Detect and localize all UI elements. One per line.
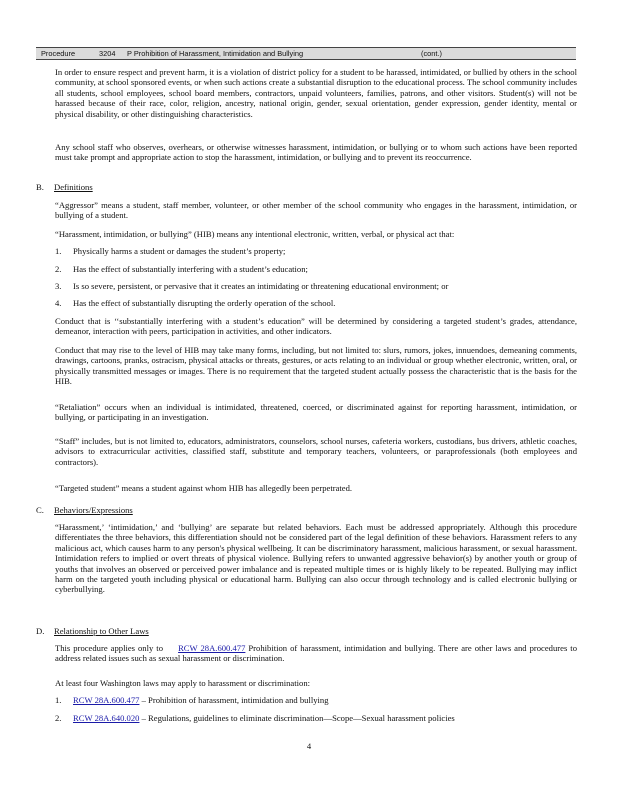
header-procedure-number: 3204	[99, 49, 116, 58]
hib-criteria-item	[55, 264, 577, 274]
section-c-title: Behaviors/Expressions	[54, 505, 133, 515]
hib-criteria-item	[55, 281, 577, 291]
list-text: Has the effect of substantially disrupting the orderly operation of the school.	[73, 298, 336, 308]
aggressor-definition: “Aggressor” means a student, staff member, volunteer, or other member of the school community who engages in the harassment, intimidation, or bullying of a student.	[55, 200, 577, 221]
law-description: – Prohibition of harassment, intimidation and bullying	[139, 695, 329, 705]
section-c-heading	[36, 505, 133, 515]
staff-definition: “Staff” includes, but is not limited to, educators, administrators, counselors, school nurses, cafeteria workers, custodians, bus drivers, athletic coaches, advisors to extracurricular activities, classified staff, substitute and temporary teachers, volunteers, or paraprofessionals (both employees and contractors).	[55, 436, 577, 467]
procedure-header	[36, 47, 576, 60]
applies-paragraph	[55, 643, 577, 664]
section-d-letter: D.	[36, 626, 45, 636]
header-continued: (cont.)	[421, 49, 442, 58]
hib-criteria-item	[55, 298, 577, 308]
intro-paragraph: In order to ensure respect and prevent harm, it is a violation of district policy for a student to be harassed, intimidated, or bullied by others in the school community, at school sponsored events, or when such actions create a substantial disruption to the educational process. The school community includes all students, school employees, school board members, contractors, unpaid volunteers, families, patrons, and other visitors. Student(s) will not be harassed because of their race, color, religion, ancestry, national origin, gender, sexual orientation, gender expression, gender identity, mental or physical disability, or other distinguishing characteristics.	[55, 67, 577, 119]
list-number: 1.	[55, 695, 62, 705]
rcw-600-477-link[interactable]: RCW 28A.600.477	[178, 643, 246, 653]
staff-action-paragraph: Any school staff who observes, overhears, or otherwise witnesses harassment, intimidation, or bullying or to whom such actions have been reported must take prompt and appropriate action to stop the harassment, intimidation, or bullying and to prevent its reoccurrence.	[55, 142, 577, 163]
header-procedure-title: P Prohibition of Harassment, Intimidation and Bullying	[127, 49, 304, 58]
list-number: 2.	[55, 713, 62, 723]
section-c-letter: C.	[36, 505, 44, 515]
list-number: 4.	[55, 298, 62, 308]
list-number: 2.	[55, 264, 62, 274]
applies-prefix: This procedure applies only to	[55, 643, 163, 653]
hib-criteria-item	[55, 246, 577, 256]
retaliation-definition: “Retaliation” occurs when an individual is intimidated, threatened, coerced, or discriminated against for reporting harassment, intimidation, or bullying, or participating in an investigation.	[55, 402, 577, 423]
law-link[interactable]: RCW 28A.640.020	[73, 713, 140, 723]
list-text: Has the effect of substantially interfering with a student’s education;	[73, 264, 308, 274]
list-text: Physically harms a student or damages the student’s property;	[73, 246, 286, 256]
section-d-heading	[36, 626, 149, 636]
section-b-title: Definitions	[54, 182, 93, 192]
page-number: 4	[306, 741, 312, 751]
section-b-heading	[36, 182, 93, 192]
law-description: – Regulations, guidelines to eliminate discrimination—Scope—Sexual harassment policies	[139, 713, 455, 723]
law-item	[55, 713, 577, 723]
section-b-letter: B.	[36, 182, 44, 192]
substantial-interference-paragraph: Conduct that is ‘‘substantially interfering with a student’s education” will be determined by considering a targeted student’s grades, attendance, demeanor, interaction with peers, participation in activities, and other indicators.	[55, 316, 577, 337]
targeted-student-definition: “Targeted student” means a student against whom HIB has allegedly been perpetrated.	[55, 483, 353, 493]
applies-suffix: Prohibition of harassment, intimidation and bullying. There are other laws and procedures to address related issues such as sexual harassment or discrimination.	[55, 643, 577, 664]
section-d-title: Relationship to Other Laws	[54, 626, 149, 636]
behaviors-paragraph: “Harassment,’ ‘intimidation,’ and ‘bullying’ are separate but related behaviors. Each must be addressed appropriately. Although this procedure differentiates the three behaviors, this differentiation should not be considered part of the legal definition of these behaviors. Harassment refers to any malicious act, which causes harm to any person's physical wellbeing. It can be discriminatory harassment, malicious harassment, or sexual harassment. Intimidation refers to implied or overt threats of physical violence. Bullying refers to unwanted aggressive behavior(s) by another youth or group of youths that involves an observed or perceived power imbalance and is repeated multiple times or is highly likely to be repeated. Bullying may inflict harm on the targeted youth including physical or educational harm. Bullying can also occur through technology and is called electronic bullying or cyberbullying.	[55, 522, 577, 595]
laws-intro: At least four Washington laws may apply to harassment or discrimination:	[55, 678, 311, 688]
law-link[interactable]: RCW 28A.600.477	[73, 695, 140, 705]
law-item	[55, 695, 577, 705]
hib-forms-paragraph: Conduct that may rise to the level of HIB may take many forms, including, but not limited to: slurs, rumors, jokes, innuendoes, demeaning comments, drawings, cartoons, pranks, ostracism, physical attacks or threats, gestures, or acts relating to an individual or group whether electronic, written, oral, or physically transmitted messages or images. There is no requirement that the targeted student actually possess the characteristic that is the basis for the HIB.	[55, 345, 577, 387]
list-text: Is so severe, persistent, or pervasive that it creates an intimidating or threatening educational environment; or	[73, 281, 449, 291]
header-procedure-label: Procedure	[41, 49, 76, 58]
list-number: 3.	[55, 281, 62, 291]
list-number: 1.	[55, 246, 62, 256]
hib-definition: “Harassment, intimidation, or bullying” (HIB) means any intentional electronic, written, verbal, or physical act that:	[55, 229, 455, 239]
